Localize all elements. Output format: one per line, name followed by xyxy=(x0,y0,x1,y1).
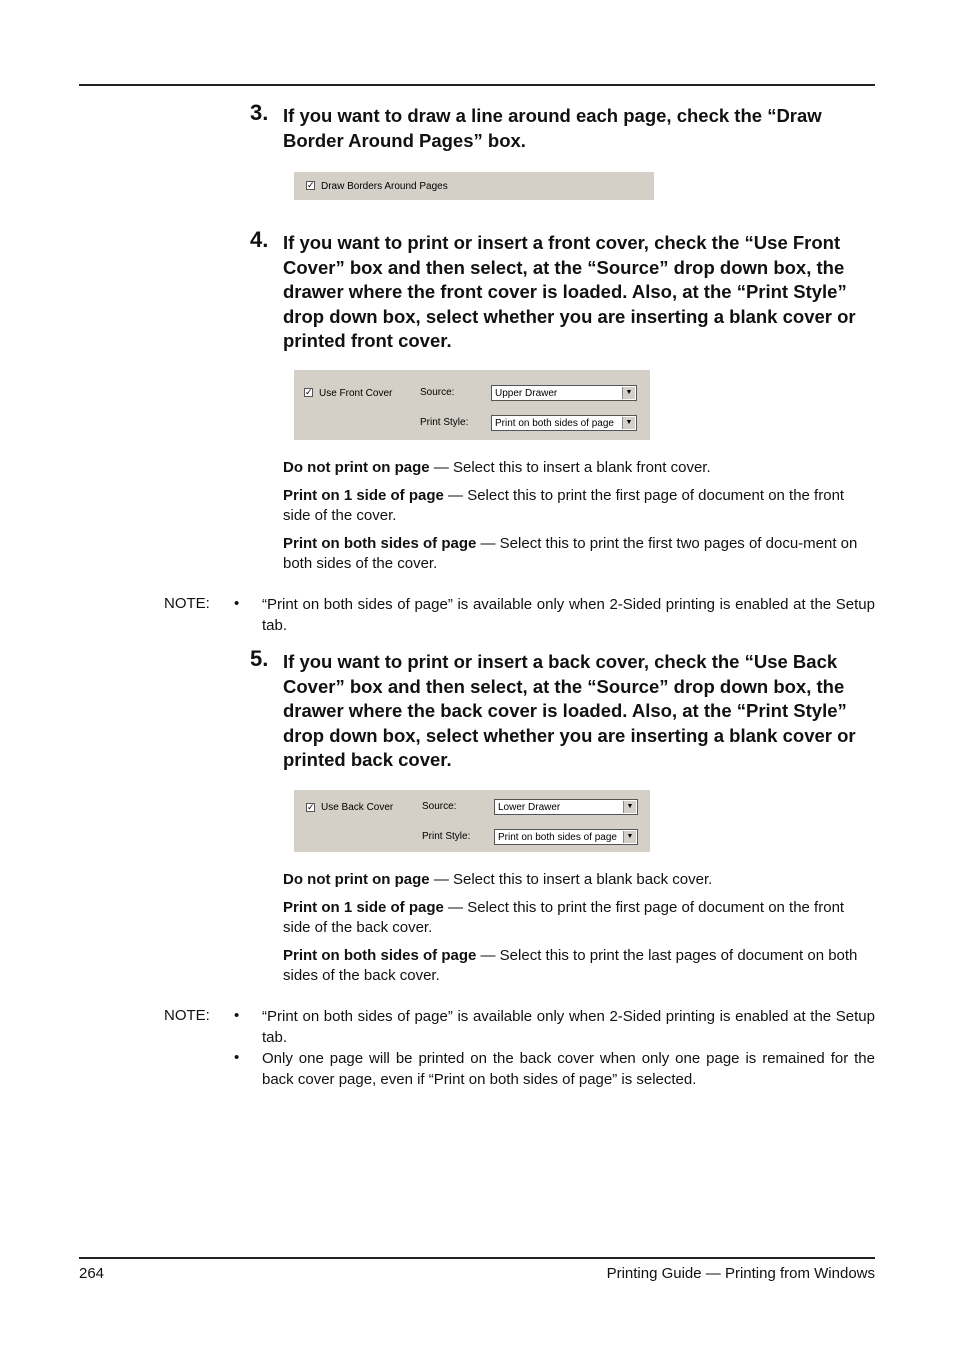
note-text: Only one page will be printed on the back cover when only one page is remained for the back cover page, even if “Print on both sides of page” is selected. xyxy=(262,1050,875,1088)
note-label: NOTE: xyxy=(164,1007,210,1024)
use-front-cover-label: Use Front Cover xyxy=(319,388,393,399)
top-rule xyxy=(79,84,875,86)
step-instruction: If you want to draw a line around each page, check the “Draw Border Around Pages” box. xyxy=(283,105,822,151)
use-front-cover-checkbox[interactable]: ✓ xyxy=(305,387,313,397)
page-number: 264 xyxy=(79,1265,105,1282)
option-term: Print on both sides of page xyxy=(283,947,477,964)
step-instruction: If you want to print or insert a back cover, check the “Use Back Cover” box and then select, at the “Source” drop down box, the drawer where the back cover is loaded. Also, at the “Print Style” drop down box, select whether you are inserting a blank cover or printed back cover. xyxy=(283,651,856,770)
chevron-down-icon[interactable]: ▼ xyxy=(623,801,636,813)
source-dropdown[interactable] xyxy=(494,799,638,815)
source-value: Lower Drawer xyxy=(498,802,561,813)
option-description xyxy=(283,946,875,986)
source-label: Source: xyxy=(422,801,457,812)
footer-title: Printing Guide — Printing from Windows xyxy=(606,1265,875,1282)
source-dropdown[interactable] xyxy=(491,385,637,401)
use-back-cover-label: Use Back Cover xyxy=(321,802,394,813)
chevron-down-icon[interactable]: ▼ xyxy=(622,387,635,399)
step-number: 3. xyxy=(250,100,269,125)
use-back-cover-checkbox[interactable]: ✓ xyxy=(307,802,315,812)
back-cover-panel xyxy=(294,790,650,852)
draw-borders-panel xyxy=(294,172,654,200)
print-style-dropdown[interactable] xyxy=(491,415,637,431)
option-text: — Select this to print the first page of document on the front side of the back cover. xyxy=(283,899,845,936)
note-label: NOTE: xyxy=(164,595,210,612)
print-style-value: Print on both sides of page xyxy=(498,832,617,843)
draw-borders-label: Draw Borders Around Pages xyxy=(321,181,448,192)
bullet: • xyxy=(234,595,240,612)
option-description xyxy=(283,898,875,938)
option-text: — Select this to print the first page of document on the front side of the cover. xyxy=(283,487,845,524)
option-description xyxy=(283,458,875,478)
option-term: Print on both sides of page xyxy=(283,535,477,552)
chevron-down-icon[interactable]: ▼ xyxy=(623,831,636,843)
option-term: Print on 1 side of page xyxy=(283,487,444,504)
option-description xyxy=(283,870,875,890)
bottom-rule xyxy=(79,1257,875,1259)
option-description xyxy=(283,534,875,574)
option-text: — Select this to print the first two pages of docu-ment on both sides of the cover. xyxy=(283,535,858,572)
option-text: — Select this to insert a blank front cover. xyxy=(429,459,711,476)
print-style-label: Print Style: xyxy=(420,417,469,428)
step-4 xyxy=(250,227,875,354)
source-label: Source: xyxy=(420,387,455,398)
option-description xyxy=(283,486,875,526)
option-text: — Select this to print the last pages of document on both sides of the back cover. xyxy=(283,947,858,984)
option-text: — Select this to insert a blank back cover. xyxy=(429,871,713,888)
option-term: Do not print on page xyxy=(283,459,430,476)
front-cover-panel xyxy=(294,370,650,440)
step-instruction: If you want to print or insert a front cover, check the “Use Front Cover” box and then select, at the “Source” drop down box, the drawer where the front cover is loaded. Also, at the “Print Style” drop down box, select whether you are inserting a blank cover or printed front cover. xyxy=(283,232,856,351)
bullet: • xyxy=(234,1007,240,1024)
print-style-label: Print Style: xyxy=(422,831,471,842)
chevron-down-icon[interactable]: ▼ xyxy=(622,417,635,429)
step-5 xyxy=(250,646,875,773)
draw-borders-checkbox[interactable]: ✓ xyxy=(307,180,315,190)
note-text: “Print on both sides of page” is available only when 2-Sided printing is enabled at the Setup tab. xyxy=(262,1008,875,1046)
note-text: “Print on both sides of page” is available only when 2-Sided printing is enabled at the Setup tab. xyxy=(262,596,875,634)
step-3 xyxy=(250,100,875,153)
option-term: Print on 1 side of page xyxy=(283,899,444,916)
step-number: 4. xyxy=(250,227,269,252)
bullet: • xyxy=(234,1049,240,1066)
print-style-dropdown[interactable] xyxy=(494,829,638,845)
source-value: Upper Drawer xyxy=(495,388,558,399)
option-term: Do not print on page xyxy=(283,871,430,888)
print-style-value: Print on both sides of page xyxy=(495,418,614,429)
step-number: 5. xyxy=(250,646,269,671)
